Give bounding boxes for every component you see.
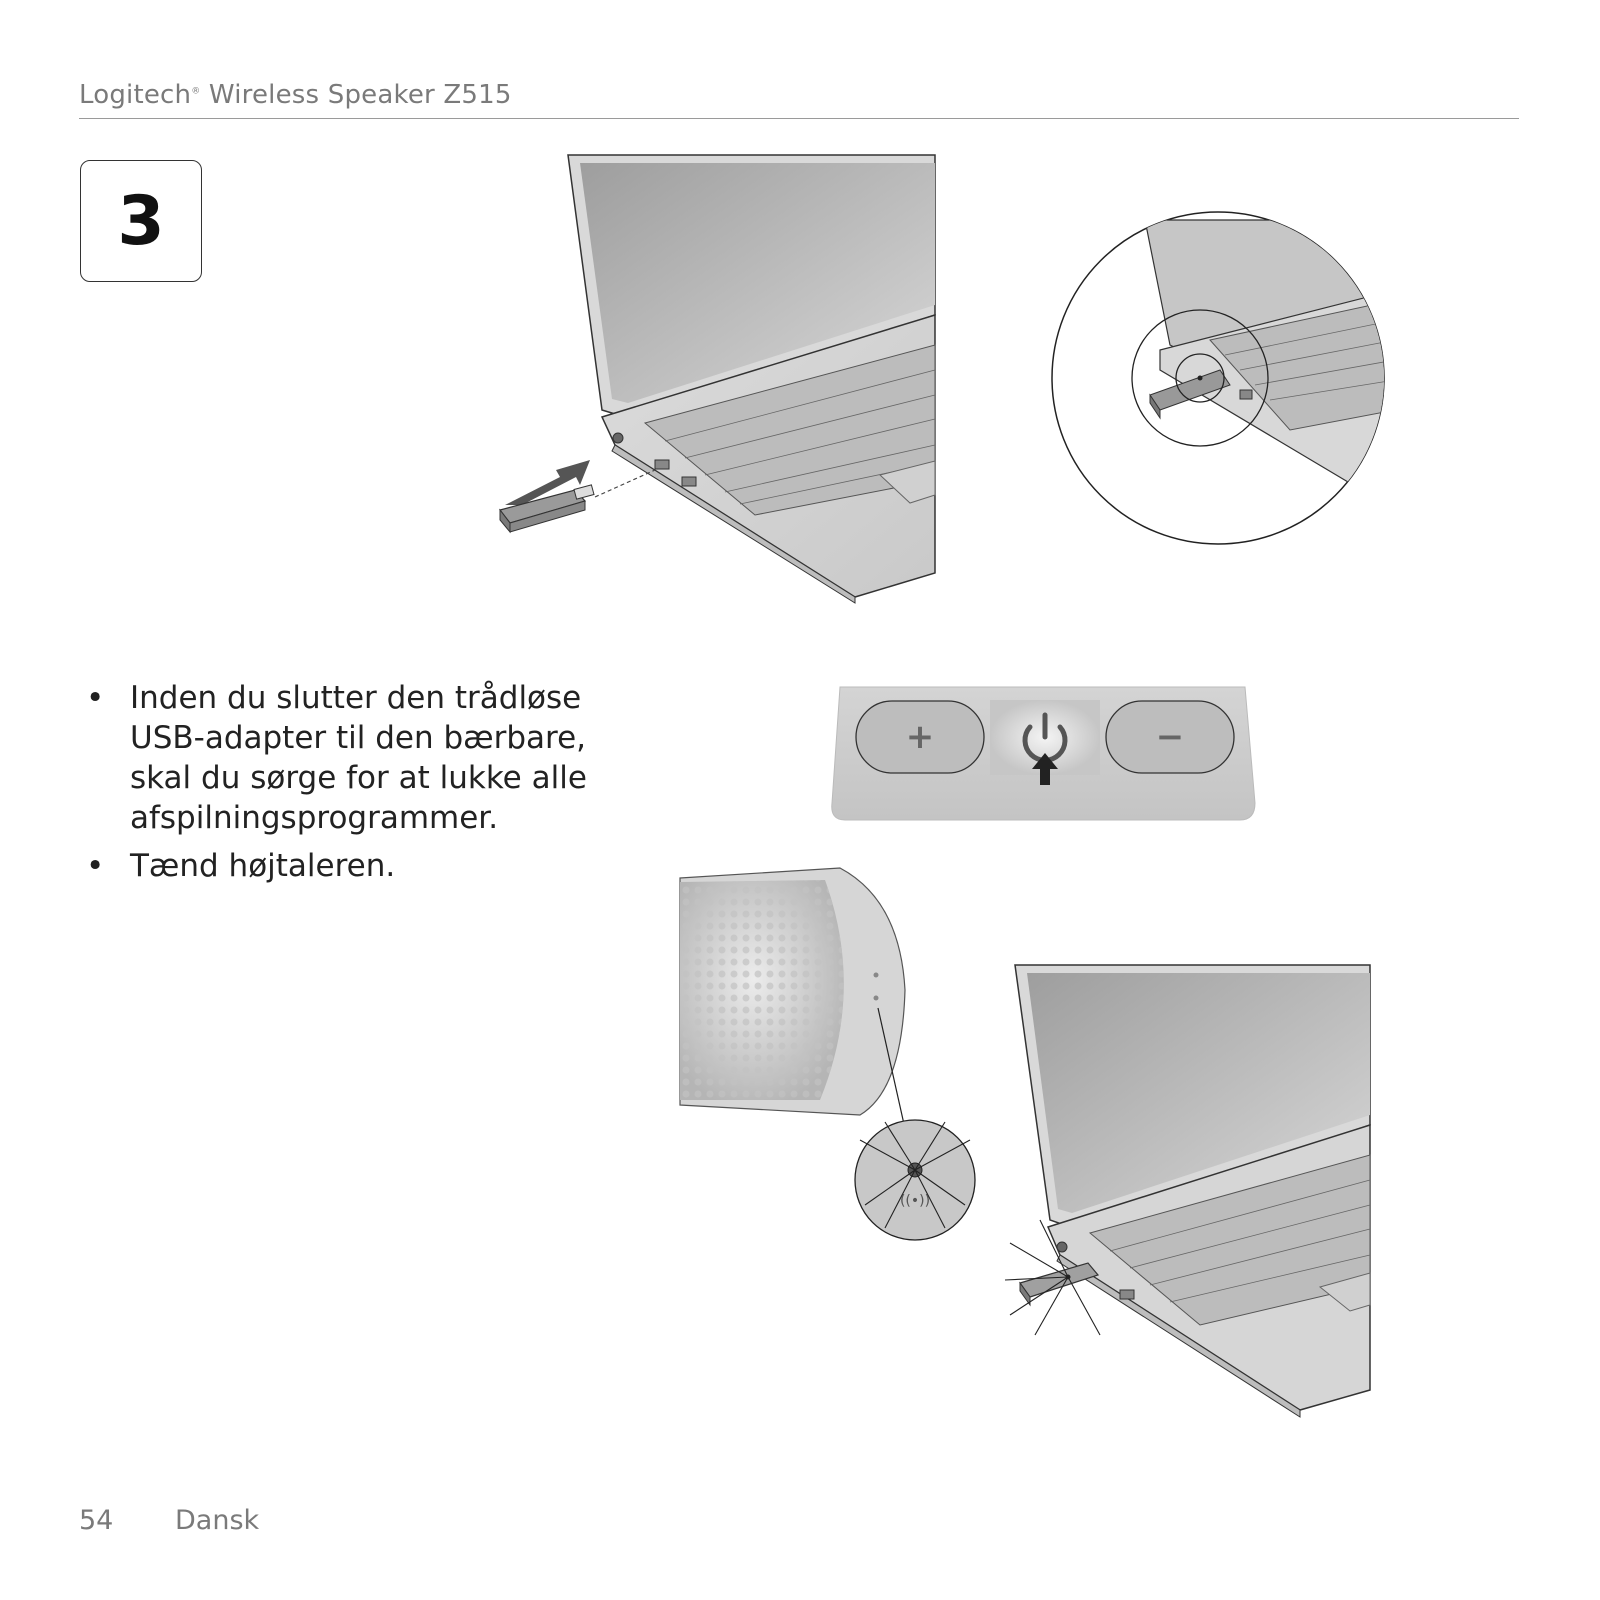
laptop-usb-insert-illustration (490, 155, 940, 615)
brand-name: Logitech (79, 80, 192, 110)
page-footer (79, 1505, 259, 1536)
usb-inserted-zoom-illustration (1050, 210, 1395, 555)
product-name: Wireless Speaker Z515 (208, 80, 512, 110)
instruction-text: Tænd højtaleren. (130, 848, 396, 884)
document-header (79, 80, 512, 110)
bullet-icon: • (86, 848, 105, 884)
page-number: 54 (79, 1505, 114, 1536)
instruction-item (80, 678, 600, 838)
volume-up-button[interactable] (856, 701, 984, 773)
plus-label: + (905, 717, 935, 757)
instruction-list (80, 678, 600, 894)
volume-down-button[interactable] (1106, 701, 1234, 773)
minus-label: − (1155, 717, 1185, 757)
header-divider (79, 118, 1519, 119)
step-number: 3 (117, 181, 165, 261)
laptop-dongle-connected-illustration (1000, 965, 1370, 1430)
speaker-control-panel (830, 685, 1260, 825)
instruction-item (80, 846, 600, 886)
speaker-status-illustration (680, 860, 1000, 1260)
bullet-icon: • (86, 680, 105, 716)
step-badge (80, 160, 202, 282)
language-label: Dansk (175, 1505, 260, 1536)
registered-mark: ® (191, 86, 201, 97)
wireless-signal-icon: ((•)) (899, 1193, 931, 1209)
instruction-text: Inden du slutter den trådløse USB-adapter til den bærbare, skal du sørge for at lukke alle afspilningsprogrammer. (130, 680, 587, 836)
